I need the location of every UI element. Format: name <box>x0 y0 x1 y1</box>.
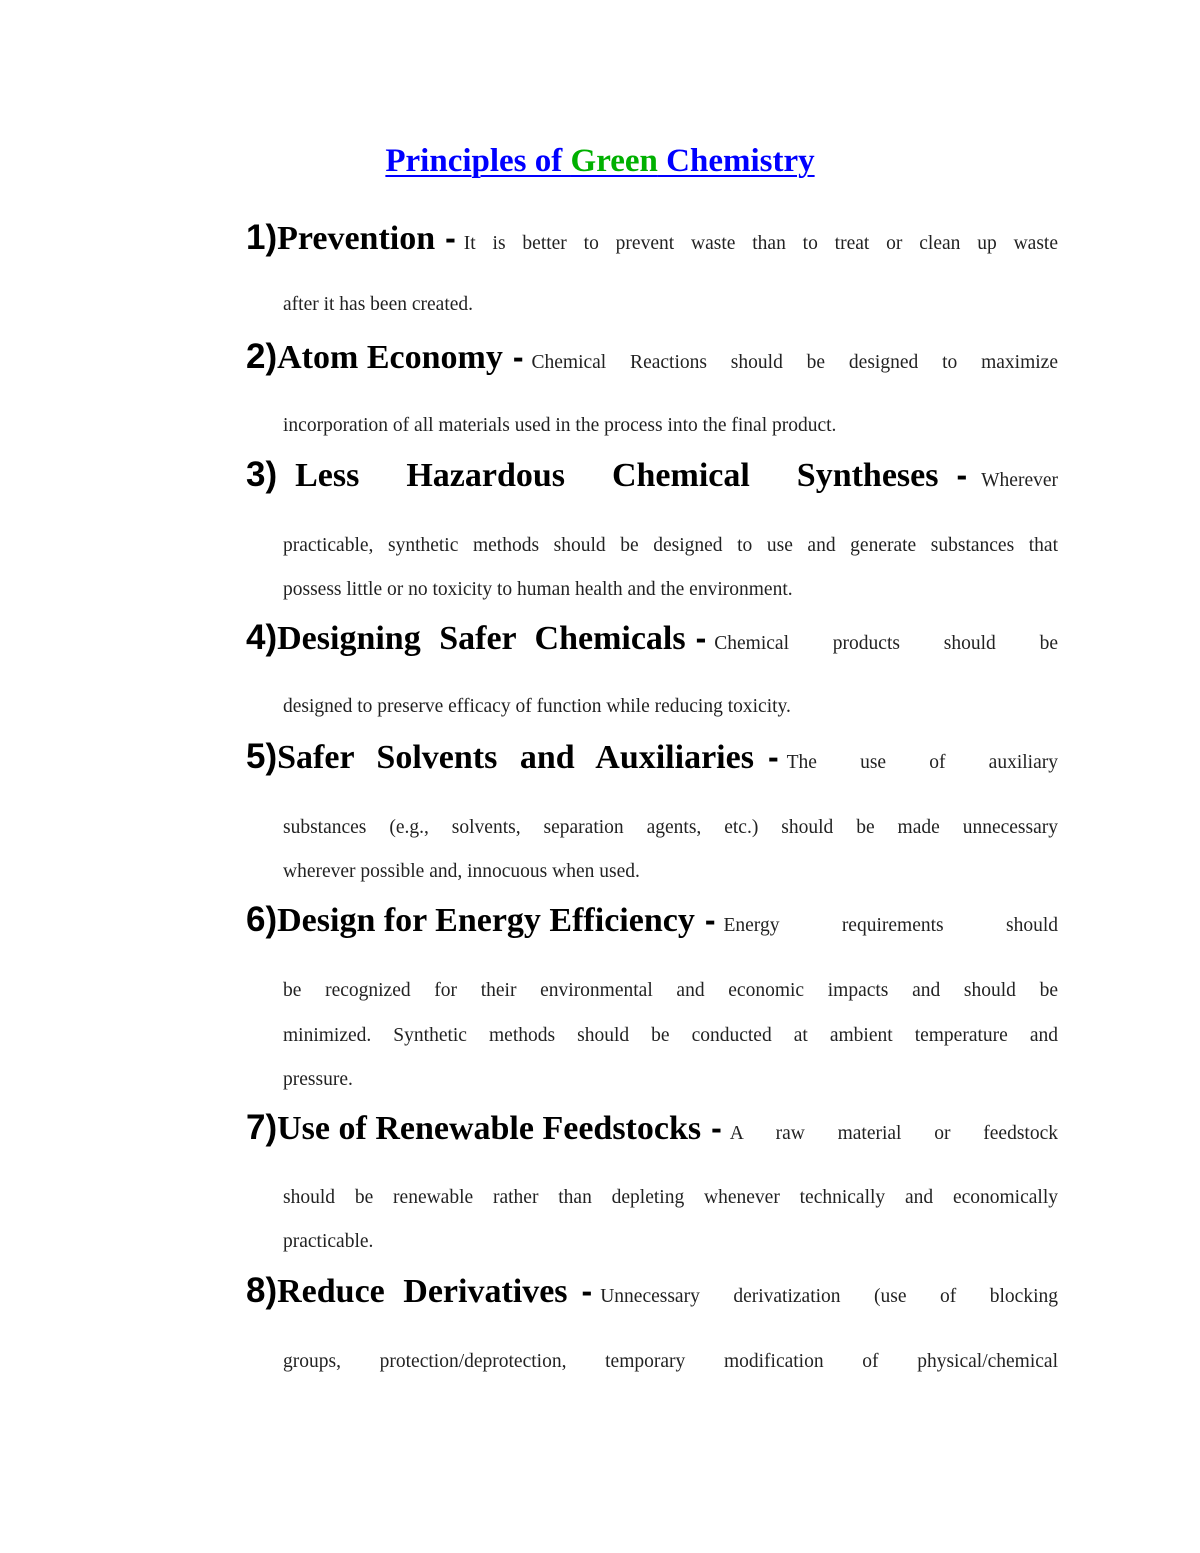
principle-heading-line <box>246 218 1058 268</box>
title-part-1: Principles of <box>385 143 571 179</box>
principle-text-line <box>714 633 1058 655</box>
principle-number: 4) <box>246 618 278 657</box>
principle-heading-line <box>246 737 1058 787</box>
principle-heading-line <box>246 900 1058 950</box>
principle-text-line: minimized. Synthetic methods should be conducted at ambient temperature and <box>283 1025 1058 1046</box>
principle-5 <box>246 737 1058 882</box>
page-title <box>0 143 1200 180</box>
principle-heading-line <box>246 337 1058 387</box>
principle-dash: - <box>767 739 779 775</box>
principle-dash: - <box>695 620 707 656</box>
text-line-content: Chemical products should be <box>714 633 1058 654</box>
text-line-content: Chemical Reactions should be designed to maximize <box>531 352 1058 373</box>
principle-text-line <box>600 1286 1058 1308</box>
principle-text-line: incorporation of all materials used in the process into the final product. <box>283 415 837 436</box>
text-line-content: Energy requirements should <box>723 915 1058 936</box>
principle-text-line <box>464 233 1058 255</box>
title-part-3: Chemistry <box>657 143 815 179</box>
principle-4 <box>246 618 1058 717</box>
principle-text-line: possess little or no toxicity to human health and the environment. <box>283 579 793 600</box>
principle-number: 1) <box>246 218 278 257</box>
text-line-content: Unnecessary derivatization (use of blocking <box>600 1286 1058 1307</box>
principle-text-line: after it has been created. <box>283 294 474 315</box>
principle-text-line: should be renewable rather than depleting whenever technically and economically <box>283 1187 1058 1208</box>
principle-8 <box>246 1271 1058 1372</box>
principle-text-line: groups, protection/deprotection, temporary modification of physical/chemical <box>283 1351 1058 1372</box>
text-line-content: It is better to prevent waste than to treat or clean up waste <box>463 233 1058 254</box>
principle-text-line <box>787 752 1058 774</box>
principle-number: 8) <box>246 1271 278 1310</box>
principle-number: 2) <box>246 337 278 376</box>
principle-dash: - <box>512 339 524 375</box>
principle-2 <box>246 337 1058 436</box>
principle-text-line <box>723 915 1058 937</box>
principle-number: 3) <box>246 455 278 494</box>
principle-title: Prevention <box>277 220 436 257</box>
principle-text-line: pressure. <box>283 1069 353 1090</box>
principle-6 <box>246 900 1058 1090</box>
principle-title: Atom Economy <box>277 339 503 376</box>
principle-title: Less Hazardous Chemical Syntheses <box>295 457 939 494</box>
principle-heading-line <box>246 1108 1058 1158</box>
title-part-green: Green <box>570 143 658 179</box>
principle-text-line: designed to preserve efficacy of function while reducing toxicity. <box>283 696 791 717</box>
principle-heading-line <box>246 1271 1058 1321</box>
principle-dash: - <box>956 457 968 493</box>
principle-number: 5) <box>246 737 278 776</box>
principle-text-line: practicable, synthetic methods should be designed to use and generate substances that <box>283 535 1058 556</box>
principle-title: Safer Solvents and Auxiliaries <box>277 739 754 776</box>
text-line-content: The use of auxiliary <box>786 752 1058 773</box>
principle-dash: - <box>704 902 716 938</box>
principle-text-line: be recognized for their environmental and economic impacts and should be <box>283 980 1058 1001</box>
principle-text-line: practicable. <box>283 1231 374 1252</box>
principle-text-line <box>531 352 1058 374</box>
principle-number: 6) <box>246 900 278 939</box>
principle-heading-line <box>246 455 1058 505</box>
principle-title: Use of Renewable Feedstocks <box>277 1110 702 1147</box>
principle-dash: - <box>445 220 456 256</box>
principle-title: Design for Energy Efficiency <box>277 902 695 939</box>
principle-1 <box>246 218 1058 315</box>
principle-text-line: substances (e.g., solvents, separation agents, etc.) should be made unnecessary <box>283 817 1058 838</box>
principle-text-line: Wherever <box>981 470 1058 491</box>
principle-dash: - <box>711 1110 722 1146</box>
principle-title: Reduce Derivatives <box>277 1273 568 1310</box>
principle-3 <box>246 455 1058 600</box>
principle-7 <box>246 1108 1058 1252</box>
principle-number: 7) <box>246 1108 278 1147</box>
text-line-content: A raw material or feedstock <box>729 1123 1058 1144</box>
principle-dash: - <box>581 1273 593 1309</box>
principle-heading-line <box>246 618 1058 668</box>
principle-text-line <box>730 1123 1058 1145</box>
principle-title: Designing Safer Chemicals <box>277 620 686 657</box>
principle-text-line: wherever possible and, innocuous when used. <box>283 861 640 882</box>
